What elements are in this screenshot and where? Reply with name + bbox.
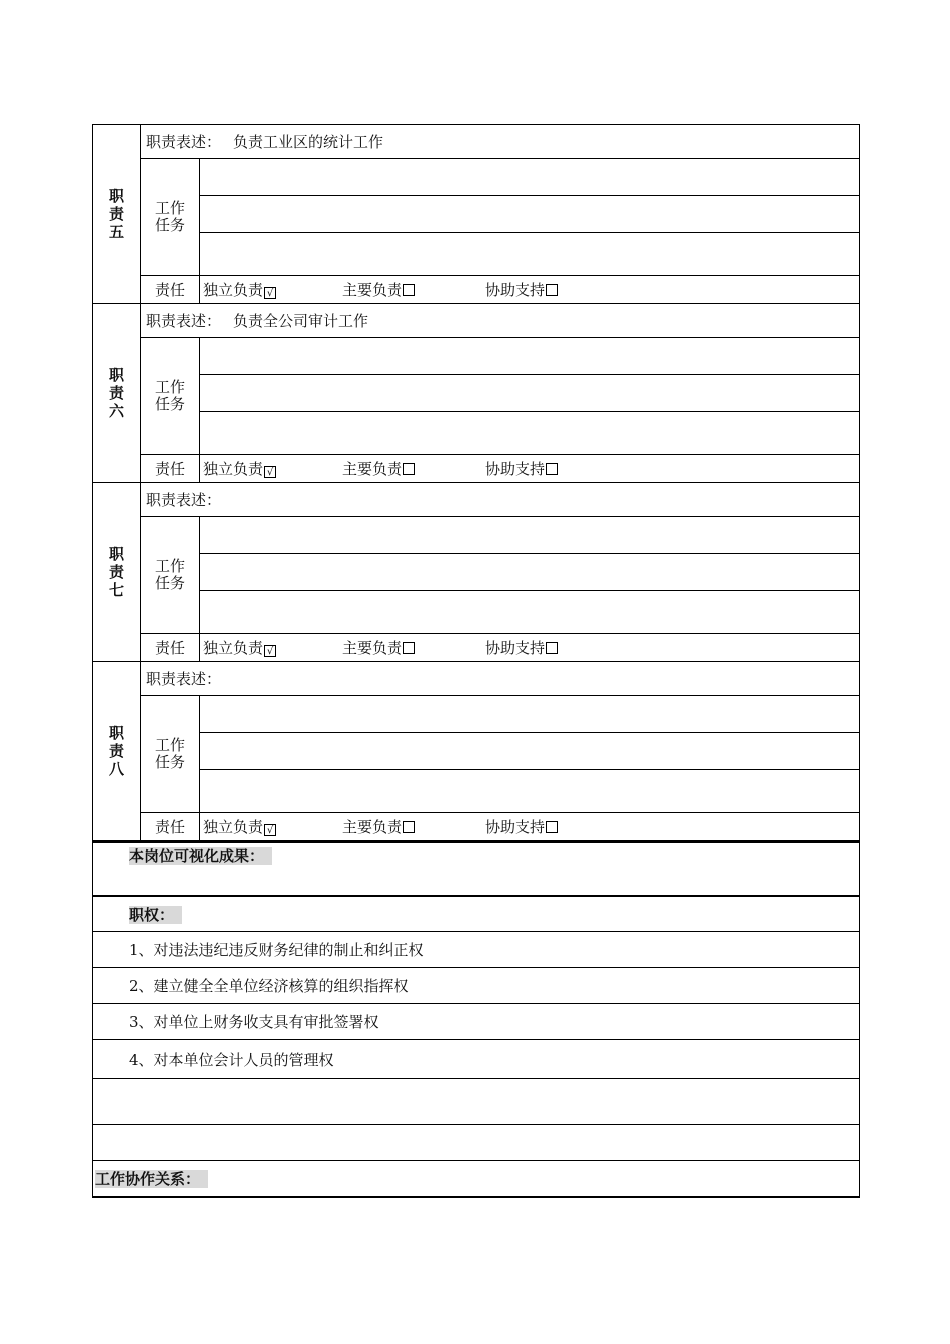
option-primary: 主要负责 (342, 816, 485, 837)
option-assist: 协助支持 (485, 637, 558, 658)
checkbox-icon[interactable] (403, 642, 415, 654)
checkbox-icon[interactable] (403, 284, 415, 296)
checked-box-icon[interactable]: √ (264, 466, 276, 478)
checkbox-icon[interactable] (403, 463, 415, 475)
option-primary: 主要负责 (342, 458, 485, 479)
option-primary: 主要负责 (342, 637, 485, 658)
task-line (200, 233, 860, 276)
option-independent: 独立负责 √ (203, 637, 342, 658)
option-independent: 独立负责 √ (203, 458, 342, 479)
task-line (200, 517, 860, 554)
task-label: 工作 任务 (141, 338, 200, 455)
authority-heading-cell (93, 896, 860, 932)
option-independent: 独立负责 √ (203, 279, 342, 300)
checkbox-icon[interactable] (546, 821, 558, 833)
responsibility-label: 责任 (141, 634, 200, 662)
summary-table (92, 841, 860, 1198)
duty-description (141, 125, 860, 159)
checkbox-icon[interactable] (546, 284, 558, 296)
task-line (200, 591, 860, 634)
task-line (200, 412, 860, 455)
option-independent: 独立负责 √ (203, 816, 342, 837)
authority-item: 3、对单位上财务收支具有审批签署权 (93, 1004, 860, 1040)
cooperation-heading: 工作协作关系： (95, 1170, 208, 1188)
option-assist: 协助支持 (485, 816, 558, 837)
task-line (200, 770, 860, 813)
task-label: 工作 任务 (141, 696, 200, 813)
duty-label: 职 责 五 (93, 125, 141, 304)
duty-description (141, 304, 860, 338)
responsibility-options (200, 813, 860, 841)
desc-text: 负责全公司审计工作 (233, 312, 369, 330)
task-line (200, 196, 860, 233)
task-line (200, 696, 860, 733)
responsibility-label: 责任 (141, 276, 200, 304)
task-label: 工作 任务 (141, 517, 200, 634)
duty-body (93, 125, 860, 841)
duty-table (92, 124, 860, 841)
duty-description (141, 483, 860, 517)
task-line (200, 733, 860, 770)
authority-item: 2、建立健全全单位经济核算的组织指挥权 (93, 968, 860, 1004)
task-line (200, 159, 860, 196)
desc-label: 职责表述： (146, 491, 222, 509)
task-line (200, 554, 860, 591)
option-assist: 协助支持 (485, 279, 558, 300)
checkbox-icon[interactable] (546, 463, 558, 475)
task-line (200, 375, 860, 412)
job-description-sheet (92, 124, 859, 1198)
authority-heading: 职权： (129, 906, 182, 924)
option-primary: 主要负责 (342, 279, 485, 300)
checked-box-icon[interactable]: √ (264, 645, 276, 657)
desc-label: 职责表述： (146, 670, 222, 688)
checkbox-icon[interactable] (546, 642, 558, 654)
responsibility-options (200, 455, 860, 483)
authority-item: 4、对本单位会计人员的管理权 (93, 1040, 860, 1079)
authority-item: 1、对违法违纪违反财务纪律的制止和纠正权 (93, 932, 860, 968)
task-label: 工作 任务 (141, 159, 200, 276)
responsibility-label: 责任 (141, 813, 200, 841)
results-heading: 本岗位可视化成果： (129, 847, 272, 865)
desc-label: 职责表述： (146, 312, 222, 330)
desc-text: 负责工业区的统计工作 (233, 133, 384, 151)
responsibility-options (200, 276, 860, 304)
duty-label: 职 责 七 (93, 483, 141, 662)
responsibility-label: 责任 (141, 455, 200, 483)
results-cell (93, 842, 860, 896)
checked-box-icon[interactable]: √ (264, 287, 276, 299)
duty-label: 职 责 八 (93, 662, 141, 841)
option-assist: 协助支持 (485, 458, 558, 479)
checked-box-icon[interactable]: √ (264, 824, 276, 836)
empty-row (93, 1125, 860, 1161)
responsibility-options (200, 634, 860, 662)
duty-label: 职 责 六 (93, 304, 141, 483)
duty-description (141, 662, 860, 696)
task-line (200, 338, 860, 375)
checkbox-icon[interactable] (403, 821, 415, 833)
empty-row (93, 1079, 860, 1125)
desc-label: 职责表述： (146, 133, 222, 151)
cooperation-cell (93, 1161, 860, 1198)
